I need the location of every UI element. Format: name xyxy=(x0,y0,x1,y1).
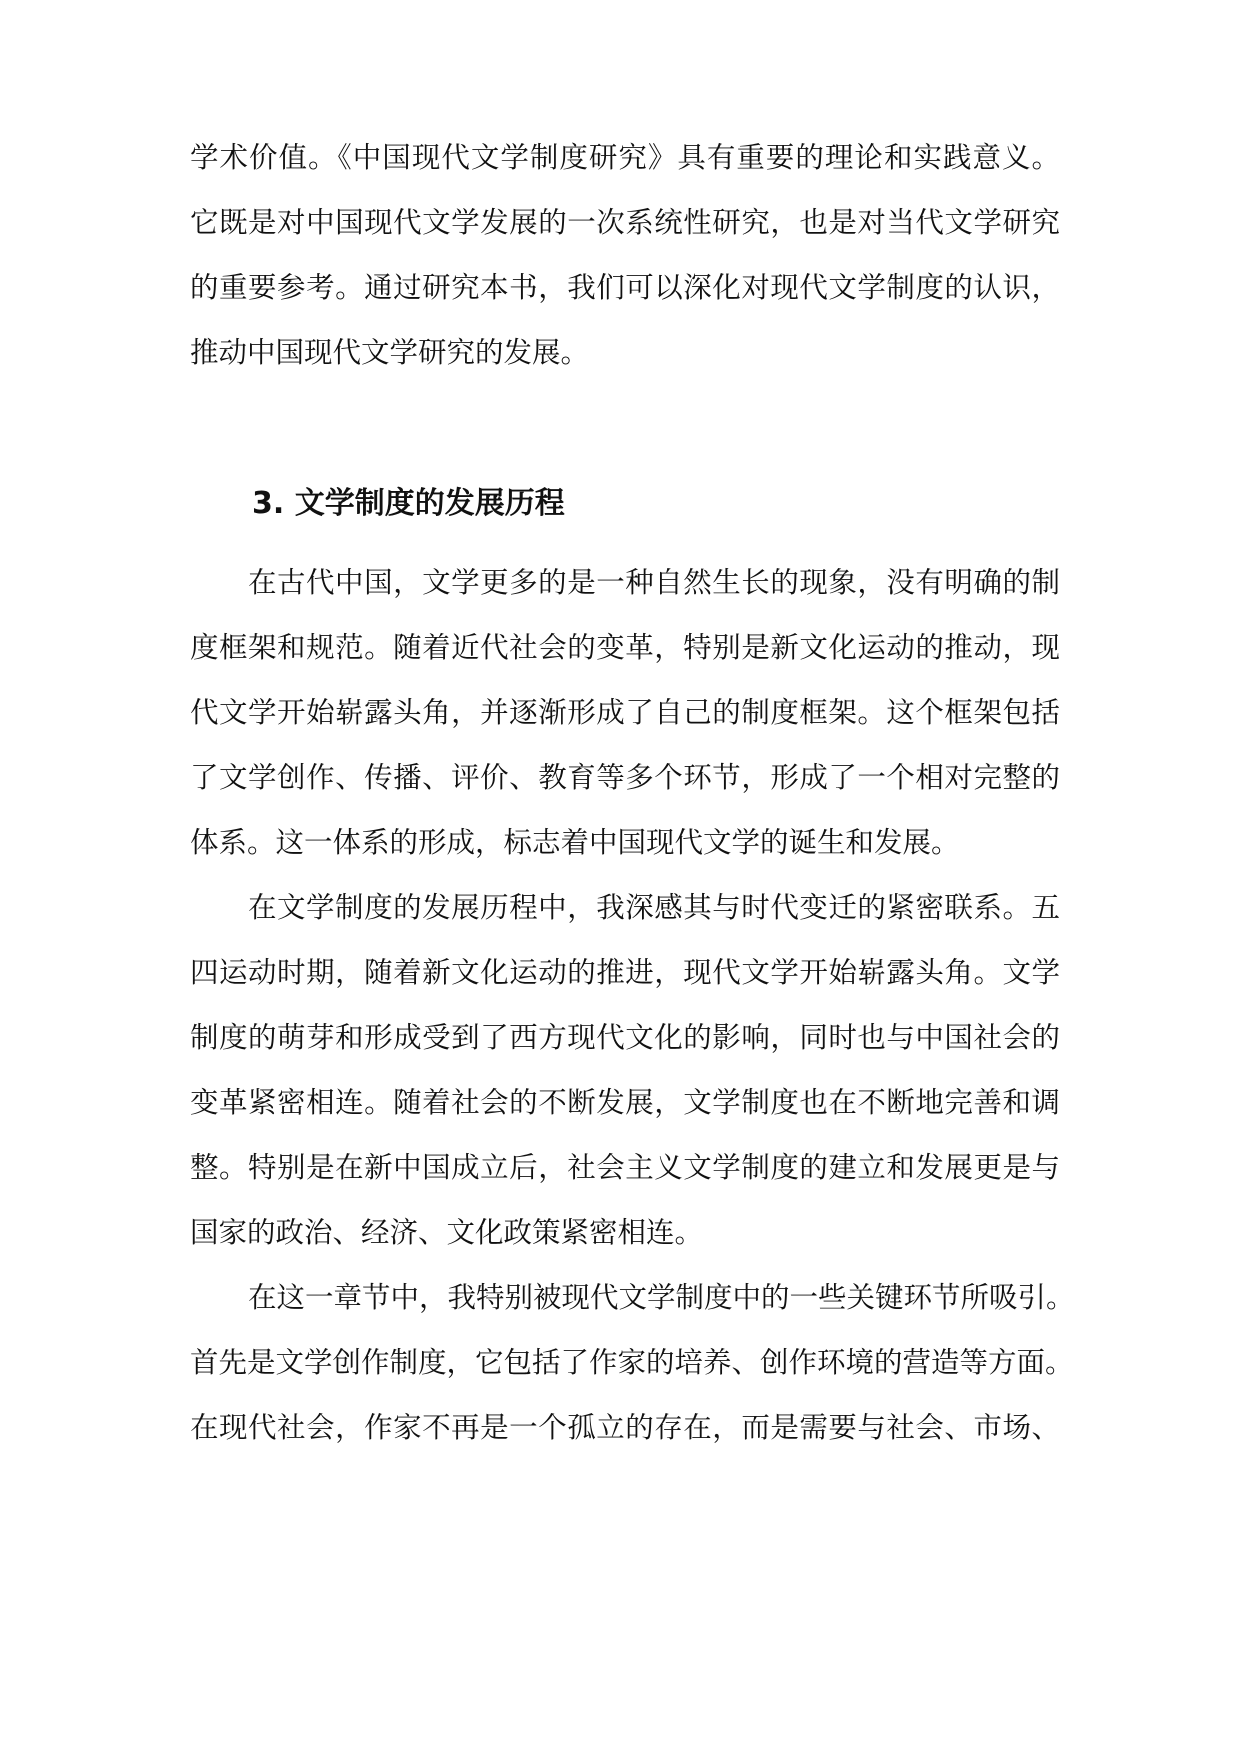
text-line: 它既是对中国现代文学发展的一次系统性研究，也是对当代文学研究 xyxy=(190,206,1060,239)
text-line: 的重要参考。通过研究本书，我们可以深化对现代文学制度的认识， xyxy=(190,271,1060,304)
text-line: 在现代社会，作家不再是一个孤立的存在，而是需要与社会、市场、 xyxy=(190,1411,1060,1444)
text-line: 学术价值。《中国现代文学制度研究》具有重要的理论和实践意义。 xyxy=(190,141,1060,174)
text-line: 整。特别是在新中国成立后，社会主义文学制度的建立和发展更是与 xyxy=(190,1151,1060,1184)
text-line: 推动中国现代文学研究的发展。 xyxy=(190,336,590,369)
text-line: 度框架和规范。随着近代社会的变革，特别是新文化运动的推动，现 xyxy=(190,631,1060,664)
text-line: 制度的萌芽和形成受到了西方现代文化的影响，同时也与中国社会的 xyxy=(190,1021,1060,1054)
text-line: 国家的政治、经济、文化政策紧密相连。 xyxy=(190,1216,704,1249)
text-line: 代文学开始崭露头角，并逐渐形成了自己的制度框架。这个框架包括 xyxy=(190,696,1060,729)
text-line: 体系。这一体系的形成，标志着中国现代文学的诞生和发展。 xyxy=(190,826,960,859)
text-line: 在古代中国，文学更多的是一种自然生长的现象，没有明确的制 xyxy=(248,566,1060,599)
section-heading: 3. 文学制度的发展历程 xyxy=(252,486,565,521)
text-line: 首先是文学创作制度，它包括了作家的培养、创作环境的营造等方面。 xyxy=(190,1346,1074,1379)
text-line: 四运动时期，随着新文化运动的推进，现代文学开始崭露头角。文学 xyxy=(190,956,1060,989)
text-line: 在文学制度的发展历程中，我深感其与时代变迁的紧密联系。五 xyxy=(248,891,1060,924)
text-line: 在这一章节中，我特别被现代文学制度中的一些关键环节所吸引。 xyxy=(248,1281,1075,1314)
text-line: 了文学创作、传播、评价、教育等多个环节，形成了一个相对完整的 xyxy=(190,761,1060,794)
text-line: 变革紧密相连。随着社会的不断发展，文学制度也在不断地完善和调 xyxy=(190,1086,1060,1119)
